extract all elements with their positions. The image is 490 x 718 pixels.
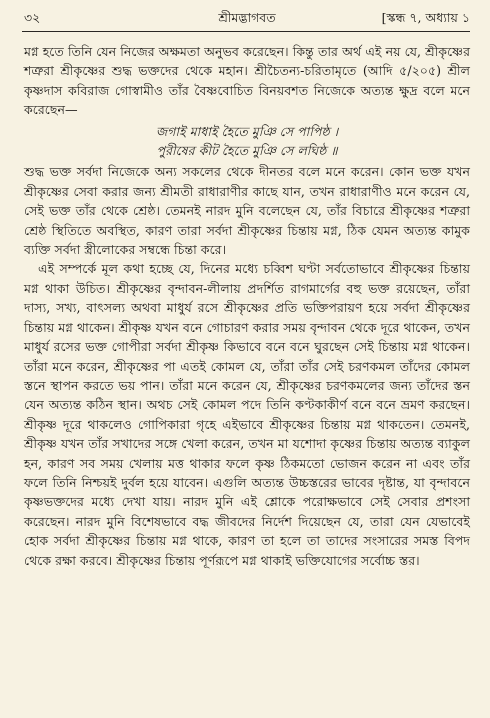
page-header bbox=[24, 8, 470, 30]
verse-line-1: জগাই মাধাই হৈতে মুঞি সে পাপিষ্ঠ । bbox=[155, 123, 339, 139]
book-title: শ্রীমদ্ভাগবত bbox=[218, 10, 276, 25]
quoted-verse bbox=[24, 122, 470, 161]
page-number: ৩২ bbox=[24, 10, 41, 25]
chapter-reference: [স্কন্ধ ৭, অধ্যায় ১ bbox=[381, 10, 470, 25]
paragraph-2: শুদ্ধ ভক্ত সর্বদা নিজেকে অন্য সকলের থেকে দীনতর বলে মনে করেন। কোন ভক্ত যখন শ্রীকৃষ্ণের সেবা করার জন্য শ্রীমতী রাধারাণীর কাছে যান, তখন রাধারাণীও মনে করেন যে, সেই ভক্ত তাঁর থেকে শ্রেষ্ঠ। তেমনই নারদ মুনি বলেছেন যে, তাঁর বিচারে শ্রীকৃষ্ণের শত্রুরা শ্রেষ্ঠ স্থিতিতে অবস্থিত, কারণ তারা সর্বদা শ্রীকৃষ্ণের চিন্তায় মগ্ন, ঠিক যেমন অত্যন্ত কামুক ব্যক্তি সর্বদা স্ত্রীলোকের সম্বন্ধে চিন্তা করে। bbox=[24, 164, 470, 258]
header-divider bbox=[22, 31, 470, 32]
page-body bbox=[24, 42, 470, 570]
paragraph-1: মগ্ন হতে তিনি যেন নিজের অক্ষমতা অনুভব করেছেন। কিন্তু তার অর্থ এই নয় যে, শ্রীকৃষ্ণের শত্রুরা শ্রীকৃষ্ণের শুদ্ধ ভক্তদের থেকে মহান। শ্রীচৈতন্য-চরিতামৃতে (আদি ৫/২০৫) শ্রীল কৃষ্ণদাস কবিরাজ গোস্বামীও তাঁর বৈষ্ণবোচিত বিনয়বশত নিজেকে অত্যন্ত ক্ষুদ্র বলে মনে করেছেন— bbox=[24, 44, 470, 118]
verse-line-2: পুরীষের কীট হৈতে মুঞি সে লঘিষ্ঠ ॥ bbox=[156, 143, 338, 159]
paragraph-3: এই সম্পর্কে মূল কথা হচ্ছে যে, দিনের মধ্যে চব্বিশ ঘণ্টা সর্বতোভাবে শ্রীকৃষ্ণের চিন্তায় মগ্ন থাকা উচিত। শ্রীকৃষ্ণের বৃন্দাবন-লীলায় প্রদর্শিত রাগমার্গের বহু ভক্ত রয়েছেন, তাঁরা দাস্য, সখ্য, বাৎসল্য অথবা মাধুর্য রসে শ্রীকৃষ্ণের প্রতি ভক্তিপরায়ণ হয়ে সর্বদা শ্রীকৃষ্ণের চিন্তায় মগ্ন থাকেন। শ্রীকৃষ্ণ যখন বনে গোচারণ করার সময় বৃন্দাবন থেকে দূরে থাকেন, তখন মাধুর্য রসের ভক্ত গোপীরা সর্বদা শ্রীকৃষ্ণ কিভাবে বনে বনে ঘুরছেন সেই চিন্তায় মগ্ন থাকেন। তাঁরা মনে করেন, শ্রীকৃষ্ণের পা এতই কোমল যে, তাঁরা তাঁর সেই চরণকমল তাঁদের কোমল স্তনে স্থাপন করতে ভয় পান। তাঁরা মনে করেন যে, শ্রীকৃষ্ণের চরণকমলের জন্য তাঁদের স্তন যেন অত্যন্ত কঠিন স্থান। অথচ সেই কোমল পদে তিনি কণ্টকাকীর্ণ বনে বনে ভ্রমণ করছেন। শ্রীকৃষ্ণ দূরে থাকলেও গোপিকারা গৃহে এইভাবে শ্রীকৃষ্ণের চিন্তায় মগ্ন থাকতেন। তেমনই, শ্রীকৃষ্ণ যখন তাঁর সখাদের সঙ্গে খেলা করেন, তখন মা যশোদা কৃষ্ণের চিন্তায় অত্যন্ত ব্যাকুল হন, কারণ সব সময় খেলায় মত্ত থাকার ফলে কৃষ্ণ ঠিকমতো ভোজন করেন না এবং তাঁর ফলে তিনি নিশ্চয়ই দুর্বল হয়ে যাবেন। এগুলি অত্যন্ত উচ্চস্তরের ভাবের দৃষ্টান্ত, যা বৃন্দাবনে কৃষ্ণভক্তদের মধ্যে দেখা যায়। নারদ মুনি এই শ্লোকে পরোক্ষভাবে সেই সেবার প্রশংসা করেছেন। নারদ মুনি বিশেষভাবে বদ্ধ জীবদের নির্দেশ দিয়েছেন যে, তারা যেন যেভাবেই হোক সর্বদা শ্রীকৃষ্ণের চিন্তায় মগ্ন থাকে, কারণ তা হলে তা তাদের সংসারের সমস্ত বিপদ থেকে রক্ষা করবে। শ্রীকৃষ্ণের চিন্তায় পূর্ণরূপে মগ্ন থাকাই ভক্তিযোগের সর্বোচ্চ স্তর। bbox=[24, 261, 470, 568]
